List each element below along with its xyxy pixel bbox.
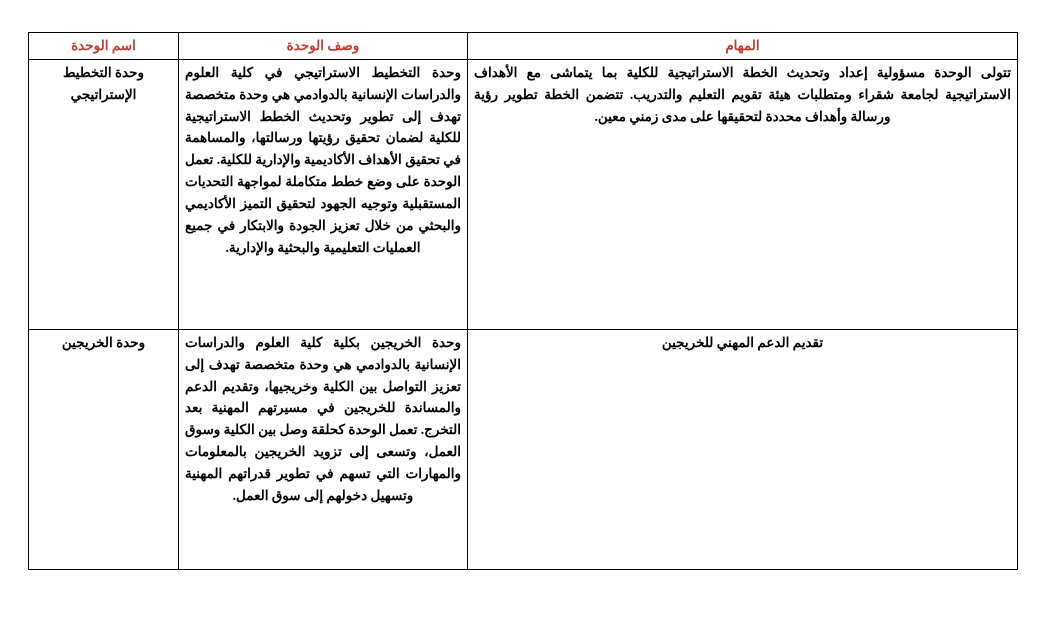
cell-tasks: تتولى الوحدة مسؤولية إعداد وتحديث الخطة الاستراتيجية للكلية بما يتماشى مع الأهداف الاستراتيجية لجامعة شقراء ومتطلبات هيئة تقويم التعليم والتدريب. تتضمن الخطة تطوير رؤية ورسالة وأهداف محددة لتحقيقها على مدى زمني معين.: [468, 59, 1018, 329]
column-header-unit-name: اسم الوحدة: [29, 33, 179, 60]
column-header-tasks: المهام: [468, 33, 1018, 60]
units-table: [28, 32, 1018, 570]
cell-unit-description: وحدة التخطيط الاستراتيجي في كلية العلوم والدراسات الإنسانية بالدوادمي هي وحدة متخصصة تهدف إلى تطوير وتحديث الخطط الاستراتيجية للكلية لضمان تحقيق رؤيتها ورسالتها، والمساهمة في تحقيق الأهداف الأكاديمية والإدارية للكلية. تعمل الوحدة على وضع خطط متكاملة لمواجهة التحديات المستقبلية وتوجيه الجهود لتحقيق التميز الأكاديمي والبحثي من خلال تعزيز الجودة والابتكار في جميع العمليات التعليمية والبحثية والإدارية.: [179, 59, 468, 329]
cell-tasks: تقديم الدعم المهني للخريجين: [468, 329, 1018, 569]
table-header: [29, 33, 1018, 60]
table-row: [29, 59, 1018, 329]
table-body: [29, 59, 1018, 569]
column-header-unit-description: وصف الوحدة: [179, 33, 468, 60]
table-header-row: [29, 33, 1018, 60]
cell-unit-name: وحدة التخطيط الإستراتيجي: [29, 59, 179, 329]
cell-unit-description: وحدة الخريجين بكلية كلية العلوم والدراسات الإنسانية بالدوادمي هي وحدة متخصصة تهدف إلى تعزيز التواصل بين الكلية وخريجيها، وتقديم الدعم والمساندة للخريجين في مسيرتهم المهنية بعد التخرج. تعمل الوحدة كحلقة وصل بين الكلية وسوق العمل، وتسعى إلى تزويد الخريجين بالمعلومات والمهارات التي تسهم في تطوير قدراتهم المهنية وتسهيل دخولهم إلى سوق العمل.: [179, 329, 468, 569]
table-row: [29, 329, 1018, 569]
cell-unit-name: وحدة الخريجين: [29, 329, 179, 569]
